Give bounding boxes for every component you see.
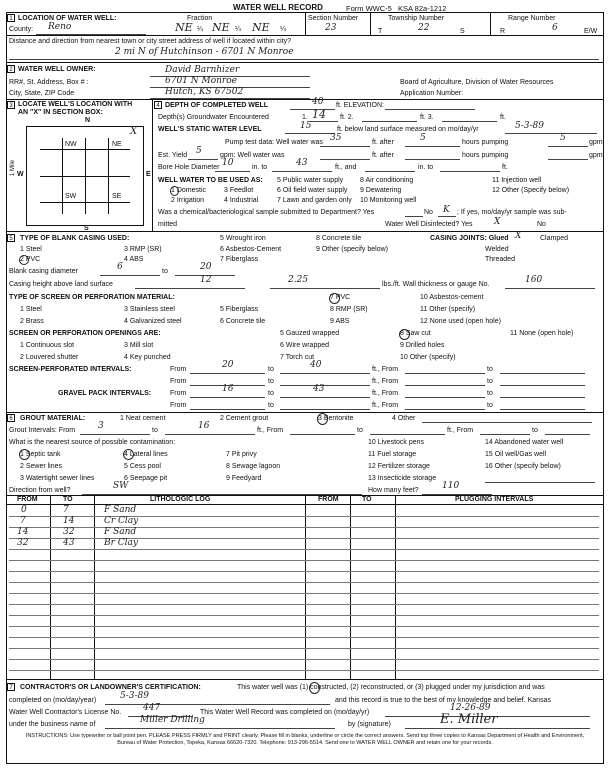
contam-8[interactable]: 8 Sewage lagoon <box>226 463 281 470</box>
use-5[interactable]: 5 Public water supply <box>277 177 344 184</box>
grout-2[interactable]: 2 Cement grout <box>220 415 269 422</box>
log-header-to: TO <box>63 496 73 503</box>
gravel-from-label-2: From <box>170 402 187 409</box>
perf-to-value[interactable]: 40 <box>310 360 322 370</box>
log-row-4-to[interactable]: 43 <box>63 538 75 548</box>
screen-6[interactable]: 6 Concrete tile <box>220 318 266 325</box>
s1-label: LOCATION OF WATER WELL: <box>18 15 117 22</box>
groundwater-1[interactable]: 14 <box>312 108 326 121</box>
certification-label: CONTRACTOR'S OR LANDOWNER'S CERTIFICATION: <box>20 684 201 691</box>
log-row-1-from[interactable]: 0 <box>21 505 27 515</box>
license-label: Water Well Contractor's License No. <box>9 709 122 716</box>
use-10[interactable]: 10 Monitoring well <box>360 197 417 204</box>
gravel-ft-from-2: ft., From <box>372 402 399 409</box>
grout-material-label: GROUT MATERIAL: <box>20 415 86 422</box>
grout-4[interactable]: 4 Other <box>392 415 416 422</box>
contam-5[interactable]: 5 Cess pool <box>124 463 161 470</box>
screen-12[interactable]: 12 None used (open hole) <box>420 318 501 325</box>
contam-4[interactable]: 4 Lateral lines <box>124 451 168 458</box>
section-5-number: 5 <box>7 234 15 242</box>
application-label: Application Number: <box>400 90 464 97</box>
est-yield-value[interactable]: 5 <box>196 146 202 156</box>
static-level-label: WELL'S STATIC WATER LEVEL <box>158 126 262 133</box>
use-label: WELL WATER TO BE USED AS: <box>158 177 263 184</box>
east-west-label: E/W <box>584 28 598 35</box>
opening-1[interactable]: 1 Continuous slot <box>20 342 75 349</box>
section-1-number: 1 <box>7 14 15 22</box>
township-prefix: T <box>378 28 383 35</box>
se-label: SE <box>112 193 122 200</box>
section-7-number: 7 <box>7 683 15 691</box>
quarter-mark-1: ¼ <box>197 26 203 33</box>
contam-7[interactable]: 7 Pit privy <box>226 451 257 458</box>
owner-name[interactable]: David Barnhizer <box>165 65 240 75</box>
county-value[interactable]: Reno <box>48 22 72 32</box>
s3-label-1: LOCATE WELL'S LOCATION WITH <box>18 101 133 108</box>
screen-3[interactable]: 3 Stainless steel <box>124 306 175 313</box>
perf-ft-from-2: ft., From <box>372 378 399 385</box>
section-2-number: 2 <box>7 65 15 73</box>
gravel-to-label-2: to <box>487 390 493 397</box>
direction-value[interactable]: SW <box>113 481 129 491</box>
casing-diameter-label: Blank casing diameter <box>9 268 78 275</box>
yield-gpm-label: gpm: Well water was <box>220 152 285 159</box>
s3-label-2: AN "X" IN SECTION BOX: <box>18 109 103 116</box>
perf-to-label-4: to <box>487 378 493 385</box>
grout-to-label-1: to <box>152 427 158 434</box>
screen-9[interactable]: 9 ABS <box>330 318 350 325</box>
casing-6[interactable]: 6 Asbestos-Cement <box>220 246 282 253</box>
bore-to-value[interactable]: 43 <box>296 158 308 168</box>
chem-question: Was a chemical/bacteriological sample submitted to Department? Yes <box>158 209 375 216</box>
gravel-from-value[interactable]: 16 <box>222 384 234 394</box>
casing-2[interactable]: 2 PVC <box>20 256 41 263</box>
pump-ft-value[interactable]: 35 <box>330 133 342 143</box>
grout-ft-from-1: ft., From <box>257 427 284 434</box>
gw-ft-3: ft. 3. <box>420 114 434 121</box>
distance-value[interactable]: 2 mi N of Hutchinson - 6701 N Monroe <box>115 47 294 57</box>
hours-pumping-1: hours pumping <box>462 139 509 146</box>
contam-16[interactable]: 16 Other (specify below) <box>485 463 561 470</box>
county-label: County: <box>9 26 34 33</box>
casing-weight-value[interactable]: 2.25 <box>288 275 309 285</box>
township-suffix: S <box>460 28 465 35</box>
owner-address[interactable]: 6701 N Monroe <box>165 76 237 86</box>
grout-to-value[interactable]: 16 <box>198 421 210 431</box>
north-label: N <box>85 117 91 124</box>
plug-header-intervals: PLUGGING INTERVALS <box>455 496 534 503</box>
est-yield-label: Est. Yield <box>158 152 188 159</box>
clamped-label: Clamped <box>540 235 569 242</box>
perf-to-label-2: to <box>487 366 493 373</box>
disinfected-label: Water Well Disinfected? Yes <box>385 221 473 228</box>
grout-ft-from-2: ft., From <box>447 427 474 434</box>
screen-8[interactable]: 8 RMP (SR) <box>330 306 368 313</box>
glued-mark[interactable]: X <box>515 231 522 241</box>
board-label: Board of Agriculture, Division of Water Resources <box>400 79 554 86</box>
screen-5[interactable]: 5 Fiberglass <box>220 306 259 313</box>
record-completed-value[interactable]: 12-26-89 <box>450 703 491 713</box>
plug-header-to: TO <box>362 496 372 503</box>
opening-5[interactable]: 5 Gauzed wrapped <box>280 330 340 337</box>
grout-intervals-label: Grout Intervals: From <box>9 427 76 434</box>
perf-ft-from-1: ft., From <box>372 366 399 373</box>
opening-8[interactable]: 8 Saw cut <box>400 330 431 337</box>
quarter-mark-2: ¼ <box>235 26 241 33</box>
east-label: E <box>146 171 151 178</box>
log-row-3-from[interactable]: 14 <box>17 527 29 537</box>
weight-label: lbs./ft. Wall thickness or gauge No. <box>382 281 490 288</box>
bore-ft-and: ft., and <box>335 164 357 171</box>
grout-1[interactable]: 1 Neat cement <box>120 415 166 422</box>
section-3-number: 3 <box>7 101 15 109</box>
s2-label: WATER WELL OWNER: <box>18 66 96 73</box>
casing-3[interactable]: 3 RMP (SR) <box>124 246 162 253</box>
section-value[interactable]: 23 <box>325 23 337 33</box>
pump-hours-value[interactable]: 5 <box>420 133 426 143</box>
screen-7[interactable]: 7 PVC <box>330 294 351 301</box>
gw-ft-2: ft. 2. <box>340 114 354 121</box>
use-12[interactable]: 12 Other (Specify below) <box>492 187 570 194</box>
log-row-1-desc[interactable]: F Sand <box>104 505 137 515</box>
gpm-label-1: gpm <box>589 139 603 146</box>
use-9[interactable]: 9 Dewatering <box>360 187 402 194</box>
log-row-2-to[interactable]: 14 <box>63 516 75 526</box>
casing-7[interactable]: 7 Fiberglass <box>220 256 259 263</box>
south-label: S <box>84 225 89 232</box>
log-header-lithologic: LITHOLOGIC LOG <box>150 496 211 503</box>
range-value[interactable]: 6 <box>552 23 558 33</box>
bore-in-to: in. to <box>252 164 268 171</box>
perf-to-label-1: to <box>268 366 274 373</box>
section-4-number: 4 <box>154 101 162 109</box>
threaded-label: Threaded <box>485 256 515 263</box>
casing-9[interactable]: 9 Other (specify below) <box>316 246 388 253</box>
screen-4[interactable]: 4 Galvanized steel <box>124 318 182 325</box>
yield-ft-after: ft. after <box>372 152 394 159</box>
casing-8[interactable]: 8 Concrete tile <box>316 235 362 242</box>
log-row-2-desc[interactable]: Cr Clay <box>104 516 139 526</box>
chem-if-yes: ; If yes, mo/day/yr sample was sub- <box>457 209 567 216</box>
completed-on-value[interactable]: 5-3-89 <box>120 691 149 701</box>
quarter-1[interactable]: NE <box>175 21 193 34</box>
bore-diameter-label: Bore Hole Diameter <box>158 164 220 171</box>
screen-1[interactable]: 1 Steel <box>20 306 42 313</box>
range-prefix: R <box>500 28 506 35</box>
contam-6[interactable]: 6 Seepage pit <box>124 475 168 482</box>
township-number-label: Township Number <box>388 15 445 22</box>
chem-no-mark[interactable]: K <box>443 205 450 215</box>
gravel-to-value[interactable]: 43 <box>313 384 325 394</box>
direction-label: Direction from well? <box>9 487 71 494</box>
completed-on-label: completed on (mo/day/year) <box>9 697 97 704</box>
screen-type-label: TYPE OF SCREEN OR PERFORATION MATERIAL: <box>9 294 175 301</box>
gw-1-prefix: 1. <box>302 114 308 121</box>
quarter-mark-3: ¼ <box>280 26 286 33</box>
ksa-number: KSA 82a-1212 <box>398 4 447 13</box>
chem-mitted: mitted <box>158 221 178 228</box>
fraction-label: Fraction <box>187 15 213 22</box>
business-name-value[interactable]: Miller Drilling <box>140 715 205 725</box>
casing-joints-label: CASING JOINTS: Glued <box>430 235 509 242</box>
pump-ft-after: ft. after <box>372 139 394 146</box>
opening-9[interactable]: 9 Drilled holes <box>400 342 445 349</box>
certification-text: This water well was (1) constructed, (2) reconstructed, or (3) plugged under my jurisdiction and was <box>237 684 545 691</box>
contam-13[interactable]: 13 Insecticide storage <box>368 475 437 482</box>
contam-12[interactable]: 12 Fertilizer storage <box>368 463 430 470</box>
how-many-feet-label: How many feet? <box>368 487 419 494</box>
contam-1[interactable]: 1 Septic tank <box>20 451 61 458</box>
hours-pumping-2: hours pumping <box>462 152 509 159</box>
nw-label: NW <box>65 141 77 148</box>
quarter-3[interactable]: NE <box>252 21 270 34</box>
casing-height-value[interactable]: 12 <box>200 275 212 285</box>
grout-to-label-2: to <box>357 427 363 434</box>
use-6[interactable]: 6 Oil field water supply <box>277 187 348 194</box>
true-record-text: and this record is true to the best of my knowledge and belief. Kansas <box>335 697 551 704</box>
sw-label: SW <box>65 193 77 200</box>
plug-header-from: FROM <box>318 496 339 503</box>
pump-test-label: Pump test data: Well water was <box>225 139 323 146</box>
depth-value[interactable]: 40 <box>312 97 324 107</box>
grout-to-label-3: to <box>532 427 538 434</box>
ft-elevation-label: ft. ELEVATION: <box>336 102 384 109</box>
section-number-label: Section Number <box>308 15 359 22</box>
log-header-from: FROM <box>17 496 38 503</box>
screen-11[interactable]: 11 Other (specify) <box>420 306 476 313</box>
bore-in-to-2: in. to <box>418 164 434 171</box>
casing-in-to: to <box>162 268 168 275</box>
static-level-date[interactable]: 5-3-89 <box>515 121 544 131</box>
license-value[interactable]: 447 <box>143 703 161 713</box>
pump-gpm-value[interactable]: 5 <box>560 133 566 143</box>
bore-diameter-value[interactable]: 10 <box>222 158 234 168</box>
ne-label: NE <box>112 141 122 148</box>
perf-from-label-2: From <box>170 378 187 385</box>
how-many-feet-value[interactable]: 110 <box>442 481 460 491</box>
contam-15[interactable]: 15 Oil well/Gas well <box>485 451 547 458</box>
instructions-text: INSTRUCTIONS: Use typewriter or ball point pen. PLEASE PRESS FIRMLY and PRINT clearly. Please fill in blanks, underline or circle the correct answers. Send top three copies to Kansas Department of Health and Environment, Bureau of Water Protection, Topeka, Kansas 66620-7320. Telephone: 913-296-5514. Send one to WATER WELL OWNER and retain one for your records. <box>25 733 585 746</box>
section-6-number: 6 <box>7 414 15 422</box>
contam-14[interactable]: 14 Abandoned water well <box>485 439 564 446</box>
signature[interactable]: E. Miller <box>440 712 498 727</box>
log-row-3-desc[interactable]: F Sand <box>104 527 137 537</box>
distance-label: Distance and direction from nearest town or city street address of well if located within city? <box>9 38 292 45</box>
contam-3[interactable]: 3 Watertight sewer lines <box>20 475 95 482</box>
screen-10[interactable]: 10 Asbestos-cement <box>420 294 484 301</box>
contam-2[interactable]: 2 Sewer lines <box>20 463 63 470</box>
opening-6[interactable]: 6 Wire wrapped <box>280 342 330 349</box>
owner-city[interactable]: Hutch, KS 67502 <box>165 87 244 97</box>
casing-type-label: TYPE OF BLANK CASING USED: <box>20 235 130 242</box>
range-number-label: Range Number <box>508 15 556 22</box>
west-label: W <box>17 171 24 178</box>
gravel-to-label-3: to <box>268 402 274 409</box>
bore-ft-end: ft. <box>502 164 508 171</box>
casing-1[interactable]: 1 Steel <box>20 246 42 253</box>
use-7[interactable]: 7 Lawn and garden only <box>277 197 352 204</box>
quarter-2[interactable]: NE <box>212 21 230 34</box>
gravel-ft-from-1: ft., From <box>372 390 399 397</box>
log-row-3-to[interactable]: 32 <box>63 527 75 537</box>
log-row-4-desc[interactable]: Br Clay <box>104 538 138 548</box>
log-row-4-from[interactable]: 32 <box>17 538 29 548</box>
contam-10[interactable]: 10 Livestock pens <box>368 439 425 446</box>
perf-from-value[interactable]: 20 <box>222 360 234 370</box>
form-title: WATER WELL RECORD <box>233 3 323 12</box>
contam-9[interactable]: 9 Feedyard <box>226 475 262 482</box>
chem-no-label: No <box>424 209 433 216</box>
gw-ft-end: ft. <box>500 114 506 121</box>
casing-height-label: Casing height above land surface <box>9 281 113 288</box>
use-11[interactable]: 11 Injection well <box>492 177 542 184</box>
record-completed-text: This Water Well Record was completed on (mo/day/yr) <box>200 709 370 716</box>
screen-2[interactable]: 2 Brass <box>20 318 44 325</box>
township-value[interactable]: 22 <box>418 23 430 33</box>
opening-3[interactable]: 3 Mill slot <box>124 342 154 349</box>
static-level-value[interactable]: 15 <box>300 121 312 131</box>
opening-2[interactable]: 2 Louvered shutter <box>20 354 79 361</box>
opening-11[interactable]: 11 None (open hole) <box>510 330 574 337</box>
grout-from-value[interactable]: 3 <box>98 421 104 431</box>
groundwater-label: Depth(s) Groundwater Encountered <box>158 114 269 121</box>
city-label: City, State, ZIP Code <box>9 90 75 97</box>
location-x-mark[interactable]: X <box>130 126 138 137</box>
perf-from-label-1: From <box>170 366 187 373</box>
depth-label: DEPTH OF COMPLETED WELL <box>165 102 269 109</box>
business-name-label: under the business name of <box>9 721 96 728</box>
casing-diameter-value[interactable]: 6 <box>117 262 123 272</box>
use-2[interactable]: 2 Irrigation <box>171 197 205 204</box>
use-1[interactable]: 1 Domestic <box>171 187 207 194</box>
log-row-2-from[interactable]: 7 <box>20 516 26 526</box>
casing-diameter-to[interactable]: 20 <box>200 262 212 272</box>
address-label: RR#, St. Address, Box # : <box>9 79 89 86</box>
welded-label: Welded <box>485 246 509 253</box>
gauge-value[interactable]: 160 <box>525 275 543 285</box>
openings-label: SCREEN OR PERFORATION OPENINGS ARE: <box>9 330 161 337</box>
grout-3[interactable]: 3 Bentonite <box>318 415 354 422</box>
static-level-text: ft. below land surface measured on mo/day/yr <box>337 126 479 133</box>
use-8[interactable]: 8 Air conditioning <box>360 177 414 184</box>
disinfected-yes-mark[interactable]: X <box>494 217 501 227</box>
disinfected-no-label: No <box>537 221 546 228</box>
perf-intervals-label: SCREEN-PERFORATED INTERVALS: <box>9 366 132 373</box>
contamination-label: What is the nearest source of possible contamination: <box>9 439 176 446</box>
gravel-to-label-1: to <box>268 390 274 397</box>
use-4[interactable]: 4 Industrial <box>224 197 259 204</box>
form-number: Form WWC-5 <box>346 4 392 13</box>
gravel-to-label-4: to <box>487 402 493 409</box>
opening-7[interactable]: 7 Torch cut <box>280 354 315 361</box>
signature-label: by (signature) <box>348 721 391 728</box>
gravel-intervals-label: GRAVEL PACK INTERVALS: <box>58 390 152 397</box>
use-3[interactable]: 3 Feedlot <box>224 187 254 194</box>
gpm-label-2: gpm <box>589 152 603 159</box>
gravel-from-label-1: From <box>170 390 187 397</box>
perf-to-label-3: to <box>268 378 274 385</box>
casing-4[interactable]: 4 ABS <box>124 256 144 263</box>
one-mile-label: 1 Mile <box>10 159 17 177</box>
opening-4[interactable]: 4 Key punched <box>124 354 171 361</box>
log-row-1-to[interactable]: 7 <box>63 505 69 515</box>
opening-10[interactable]: 10 Other (specify) <box>400 354 456 361</box>
casing-5[interactable]: 5 Wrought iron <box>220 235 266 242</box>
contam-11[interactable]: 11 Fuel storage <box>368 451 417 458</box>
